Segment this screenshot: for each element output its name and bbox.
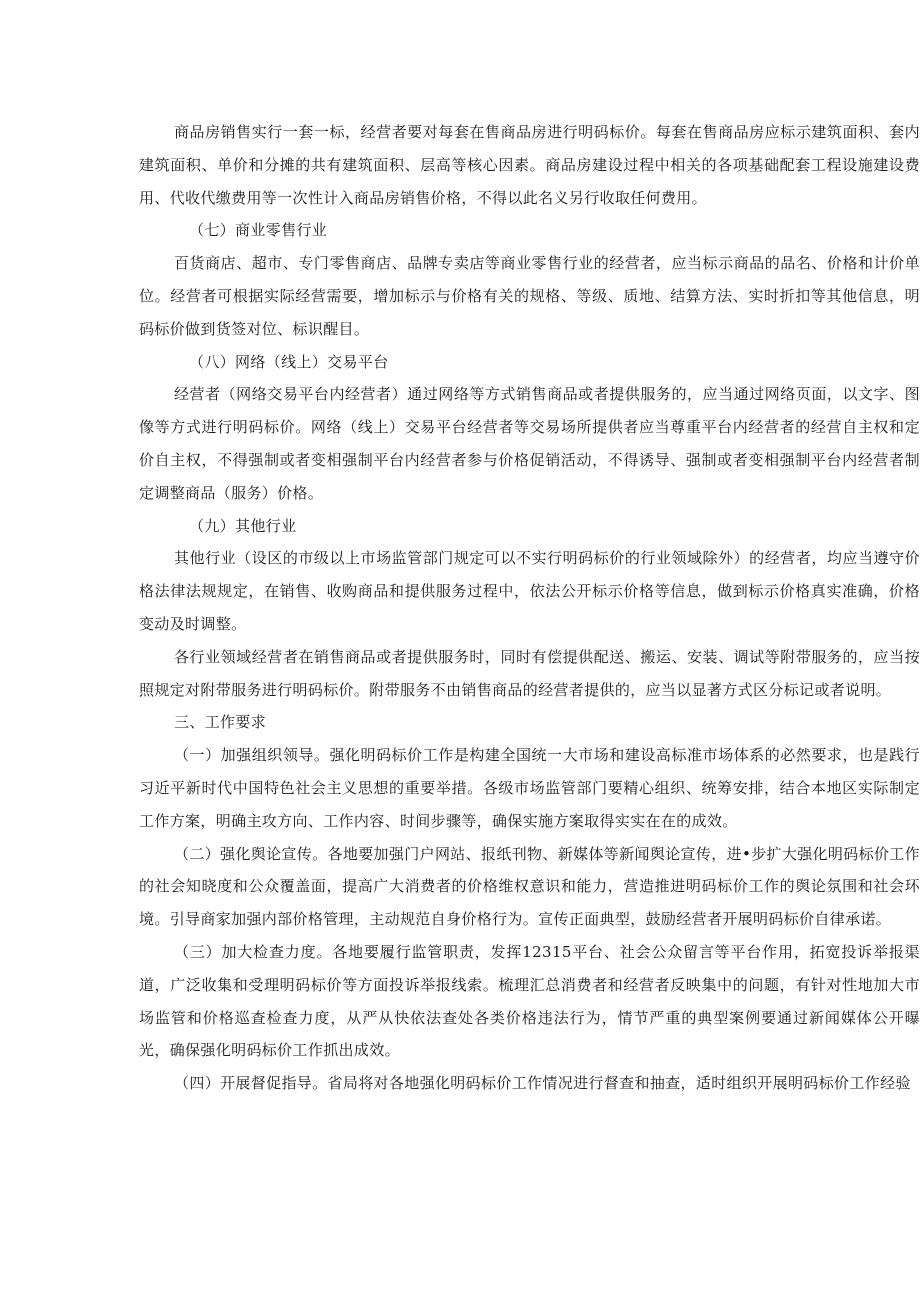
paragraph-online-platform: 经营者（网络交易平台内经营者）通过网络等方式销售商品或者提供服务的，应当通过网络页面，以文字、图像等方式进行明码标价。网络（线上）交易平台经营者等交易场所提供者应当尊重平台内经营者的经营自主权和定价自主权，不得强制或者变相强制平台内经营者参与价格促销活动，不得诱导、强制或者变相强制平台内经营者制定调整商品（服务）价格。 (139, 385, 920, 502)
document-body (139, 116, 920, 1100)
heading-online-platform: （八）网络（线上）交易平台 (189, 352, 389, 371)
paragraph-ancillary-services: 各行业领域经营者在销售商品或者提供服务时，同时有偿提供配送、搬运、安装、调试等附带服务的，应当按照规定对附带服务进行明码标价。附带服务不由销售商品的经营者提供的，应当以显著方式区分标记或者说明。 (139, 647, 920, 699)
paragraph-supervision: （四）开展督促指导。省局将对各地强化明码标价工作情况进行督查和抽查，适时组织开展明码标价工作经验 (174, 1074, 911, 1093)
paragraph-inspection: （三）加大检查力度。各地要履行监管职责，发挥12315平台、社会公众留言等平台作用，拓宽投诉举报渠道，广泛收集和受理明码标价等方面投诉举报线索。梳理汇总消费者和经营者反映集中的问题，有针对性地加大市场监管和价格巡查检查力度，从严从快依法查处各类价格违法行为，情节严重的典型案例要通过新闻媒体公开曝光，确保强化明码标价工作抓出成效。 (139, 942, 920, 1060)
paragraph-other-industries: 其他行业（设区的市级以上市场监管部门规定可以不实行明码标价的行业领域除外）的经营者，均应当遵守价格法律法规规定，在销售、收购商品和提供服务过程中，依法公开标示价格等信息，做到标示价格真实准确，价格变动及时调整。 (139, 549, 920, 633)
heading-other-industries: （九）其他行业 (189, 516, 297, 535)
heading-retail: （七）商业零售行业 (189, 221, 328, 240)
section-work-requirements: 三、工作要求 (174, 713, 267, 732)
paragraph-publicity: （二）强化舆论宣传。各地要加强门户网站、报纸刊物、新媒体等新闻舆论宣传，进•步扩大强化明码标价工作的社会知晓度和公众覆盖面，提高广大消费者的价格维权意识和能力，营造推进明码标价工作的舆论氛围和社会环境。引导商家加强内部价格管理，主动规范自身价格行为。宣传正面典型，鼓励经营者开展明码标价自律承诺。 (139, 844, 920, 929)
paragraph-retail: 百货商店、超市、专门零售商店、品牌专卖店等商业零售行业的经营者，应当标示商品的品名、价格和计价单位。经营者可根据实际经营需要，增加标示与价格有关的规格、等级、质地、结算方法、实时折扣等其他信息，明码标价做到货签对位、标识醒目。 (139, 254, 920, 338)
paragraph-commercial-housing: 商品房销售实行一套一标，经营者要对每套在售商品房进行明码标价。每套在售商品房应标示建筑面积、套内建筑面积、单价和分摊的共有建筑面积、层高等核心因素。商品房建设过程中相关的各项基础配套工程设施建设费用、代收代缴费用等一次性计入商品房销售价格，不得以此名义另行收取任何费用。 (139, 123, 920, 207)
paragraph-organization: （一）加强组织领导。强化明码标价工作是构建全国统一大市场和建设高标准市场体系的必然要求，也是践行习近平新时代中国特色社会主义思想的重要举措。各级市场监管部门要精心组织、统筹安排，结合本地区实际制定工作方案，明确主攻方向、工作内容、时间步骤等，确保实施方案取得实实在在的成效。 (139, 746, 920, 830)
